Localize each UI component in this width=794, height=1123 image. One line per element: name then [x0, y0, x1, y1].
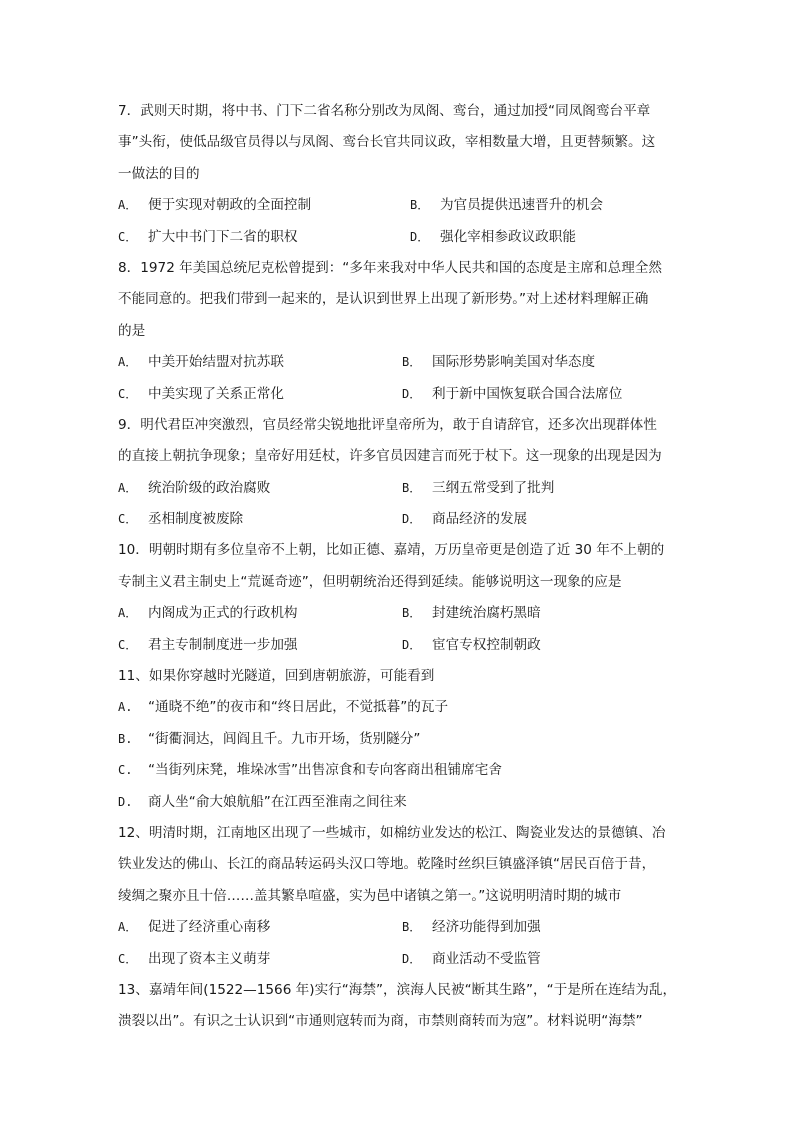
option-text: 商品经济的发展 [432, 511, 528, 528]
option-row [118, 379, 680, 410]
question-text-line: 溃裂以出”。有识之士认识到“市通则寇转而为商，市禁则商转而为寇”。材料说明“海禁” [118, 1013, 643, 1030]
option-text: 中美开始结盟对抗苏联 [148, 354, 284, 371]
option-text: “通晓不绝”的夜市和“终日居此，不觉抵暮”的瓦子 [148, 699, 449, 716]
option-b [402, 347, 595, 378]
option-d [410, 222, 576, 253]
question-9 [118, 410, 680, 536]
exam-page [118, 96, 680, 1038]
question-text-line: 不能同意的。把我们带到一起来的，是认识到世界上出现了新形势。”对上述材料理解正确 [118, 291, 649, 308]
option-letter: D． [402, 637, 422, 652]
option-letter: A． [118, 198, 138, 213]
option-letter: D． [402, 951, 422, 966]
option-d [402, 944, 541, 975]
option-letter: D． [402, 512, 422, 527]
option-row [118, 944, 680, 975]
option-letter: B． [402, 920, 422, 935]
question-text-line: 的直接上朝抗争现象；皇帝好用廷杖，许多官员因建言而死于杖下。这一现象的出现是因为 [118, 448, 662, 465]
option-text: 三纲五常受到了批判 [432, 479, 555, 496]
option-row [118, 222, 680, 253]
option-text: 商人坐“俞大娘航船”在江西至淮南之间往来 [148, 793, 407, 810]
question-text-line: 12、明清时期，江南地区出现了一些城市，如棉纺业发达的松江、陶瓷业发达的景德镇、冶 [118, 824, 666, 841]
question-10 [118, 535, 680, 661]
option-c [118, 755, 680, 786]
option-letter: C． [118, 637, 138, 652]
question-text-line: 7．武则天时期，将中书、门下二省名称分别改为凤阁、鸾台，通过加授“同凤阁鸾台平章 [118, 103, 651, 119]
option-row [118, 190, 680, 221]
option-row [118, 473, 680, 504]
option-text: 中美实现了关系正常化 [148, 385, 284, 402]
question-text-line: 8．1972 年美国总统尼克松曾提到：“多年来我对中华人民共和国的态度是主席和总理全然 [118, 259, 662, 276]
option-text: 内阁成为正式的行政机构 [148, 605, 298, 622]
question-text-line: 事”头衔，使低品级官员得以与凤阁、鸾台长官共同议政，宰相数量大增，且更替频繁。这 [118, 134, 656, 151]
option-text: 利于新中国恢复联合国合法席位 [432, 385, 623, 402]
option-b [410, 190, 603, 221]
option-c [118, 944, 402, 975]
option-c [118, 504, 402, 535]
option-text: “街衢洞达，闾阎且千。九市开场，货别隧分” [148, 730, 421, 747]
option-letter: A． [118, 355, 138, 370]
option-d [402, 379, 622, 410]
option-b [402, 473, 554, 504]
option-letter: C． [118, 951, 138, 966]
option-letter: D． [402, 386, 422, 401]
option-d [118, 787, 680, 818]
option-letter: C． [118, 386, 138, 401]
option-letter: C． [118, 229, 138, 244]
option-letter: A． [118, 606, 138, 621]
option-a [118, 598, 402, 629]
question-text-line: 10．明朝时期有多位皇帝不上朝，比如正德、嘉靖，万历皇帝更是创造了近 30 年不上朝的 [118, 542, 665, 559]
question-text-line: 铁业发达的佛山、长江的商品转运码头汉口等地。乾隆时丝织巨镇盛泽镇“居民百倍于昔， [118, 856, 656, 873]
question-12 [118, 818, 680, 975]
option-text: 经济功能得到加强 [432, 919, 541, 936]
option-d [402, 504, 527, 535]
question-text-line: 13、嘉靖年间(1522—1566 年)实行“海禁”，滨海人民被“断其生路”，“于是所在连结为乱， [118, 981, 677, 998]
question-text-line: 绫绸之聚亦且十倍……盖其繁阜喧盛，实为邑中诸镇之第一。”这说明明清时期的城市 [118, 887, 622, 904]
option-text: 丞相制度被废除 [148, 511, 244, 528]
question-text-line: 9．明代君臣冲突激烈，官员经常尖锐地批评皇帝所为，敢于自请辞官，还多次出现群体性 [118, 416, 657, 433]
option-letter: B． [402, 606, 422, 621]
option-a [118, 692, 680, 723]
question-text-line: 一做法的目的 [118, 165, 200, 182]
option-text: “当街列床凳，堆垛冰雪”出售凉食和专向客商出租铺席宅舍 [148, 762, 502, 779]
question-13 [118, 975, 680, 1038]
option-text: 统治阶级的政治腐败 [148, 479, 271, 496]
option-b [402, 598, 541, 629]
option-letter: D. [118, 794, 133, 809]
option-a [118, 473, 402, 504]
option-letter: B． [402, 355, 422, 370]
option-text: 扩大中书门下二省的职权 [148, 228, 298, 245]
question-11 [118, 661, 680, 818]
option-letter: B． [410, 198, 430, 213]
option-d [402, 630, 541, 661]
option-letter: C. [118, 763, 133, 778]
option-text: 强化宰相参政议政职能 [440, 228, 576, 245]
option-row [118, 598, 680, 629]
option-a [118, 347, 402, 378]
option-b [118, 724, 680, 755]
option-letter: C． [118, 512, 138, 527]
option-letter: A． [118, 480, 138, 495]
question-text-line: 11、如果你穿越时光隧道，回到唐朝旅游，可能看到 [118, 668, 435, 685]
option-text: 为官员提供迅速晋升的机会 [440, 197, 604, 214]
question-7 [118, 96, 680, 253]
option-text: 促进了经济重心南移 [148, 919, 271, 936]
option-text: 便于实现对朝政的全面控制 [148, 197, 312, 214]
option-text: 君主专制制度进一步加强 [148, 636, 298, 653]
option-c [118, 630, 402, 661]
option-letter: B. [118, 731, 133, 746]
option-row [118, 504, 680, 535]
option-row [118, 912, 680, 943]
option-c [118, 379, 402, 410]
option-text: 出现了资本主义萌芽 [148, 950, 271, 967]
option-a [118, 912, 402, 943]
option-letter: D． [410, 229, 430, 244]
option-text: 宦官专权控制朝政 [432, 636, 541, 653]
option-text: 封建统治腐朽黑暗 [432, 605, 541, 622]
question-8 [118, 253, 680, 410]
question-text-line: 专制主义君主制史上“荒诞奇迹”，但明朝统治还得到延续。能够说明这一现象的应是 [118, 573, 622, 590]
option-letter: B． [402, 480, 422, 495]
option-letter: A. [118, 700, 133, 715]
option-a [118, 190, 410, 221]
option-c [118, 222, 410, 253]
question-text-line: 的是 [118, 322, 146, 339]
option-letter: A． [118, 920, 138, 935]
option-text: 国际形势影响美国对华态度 [432, 354, 596, 371]
option-row [118, 630, 680, 661]
option-row [118, 347, 680, 378]
option-b [402, 912, 541, 943]
option-text: 商业活动不受监管 [432, 950, 541, 967]
